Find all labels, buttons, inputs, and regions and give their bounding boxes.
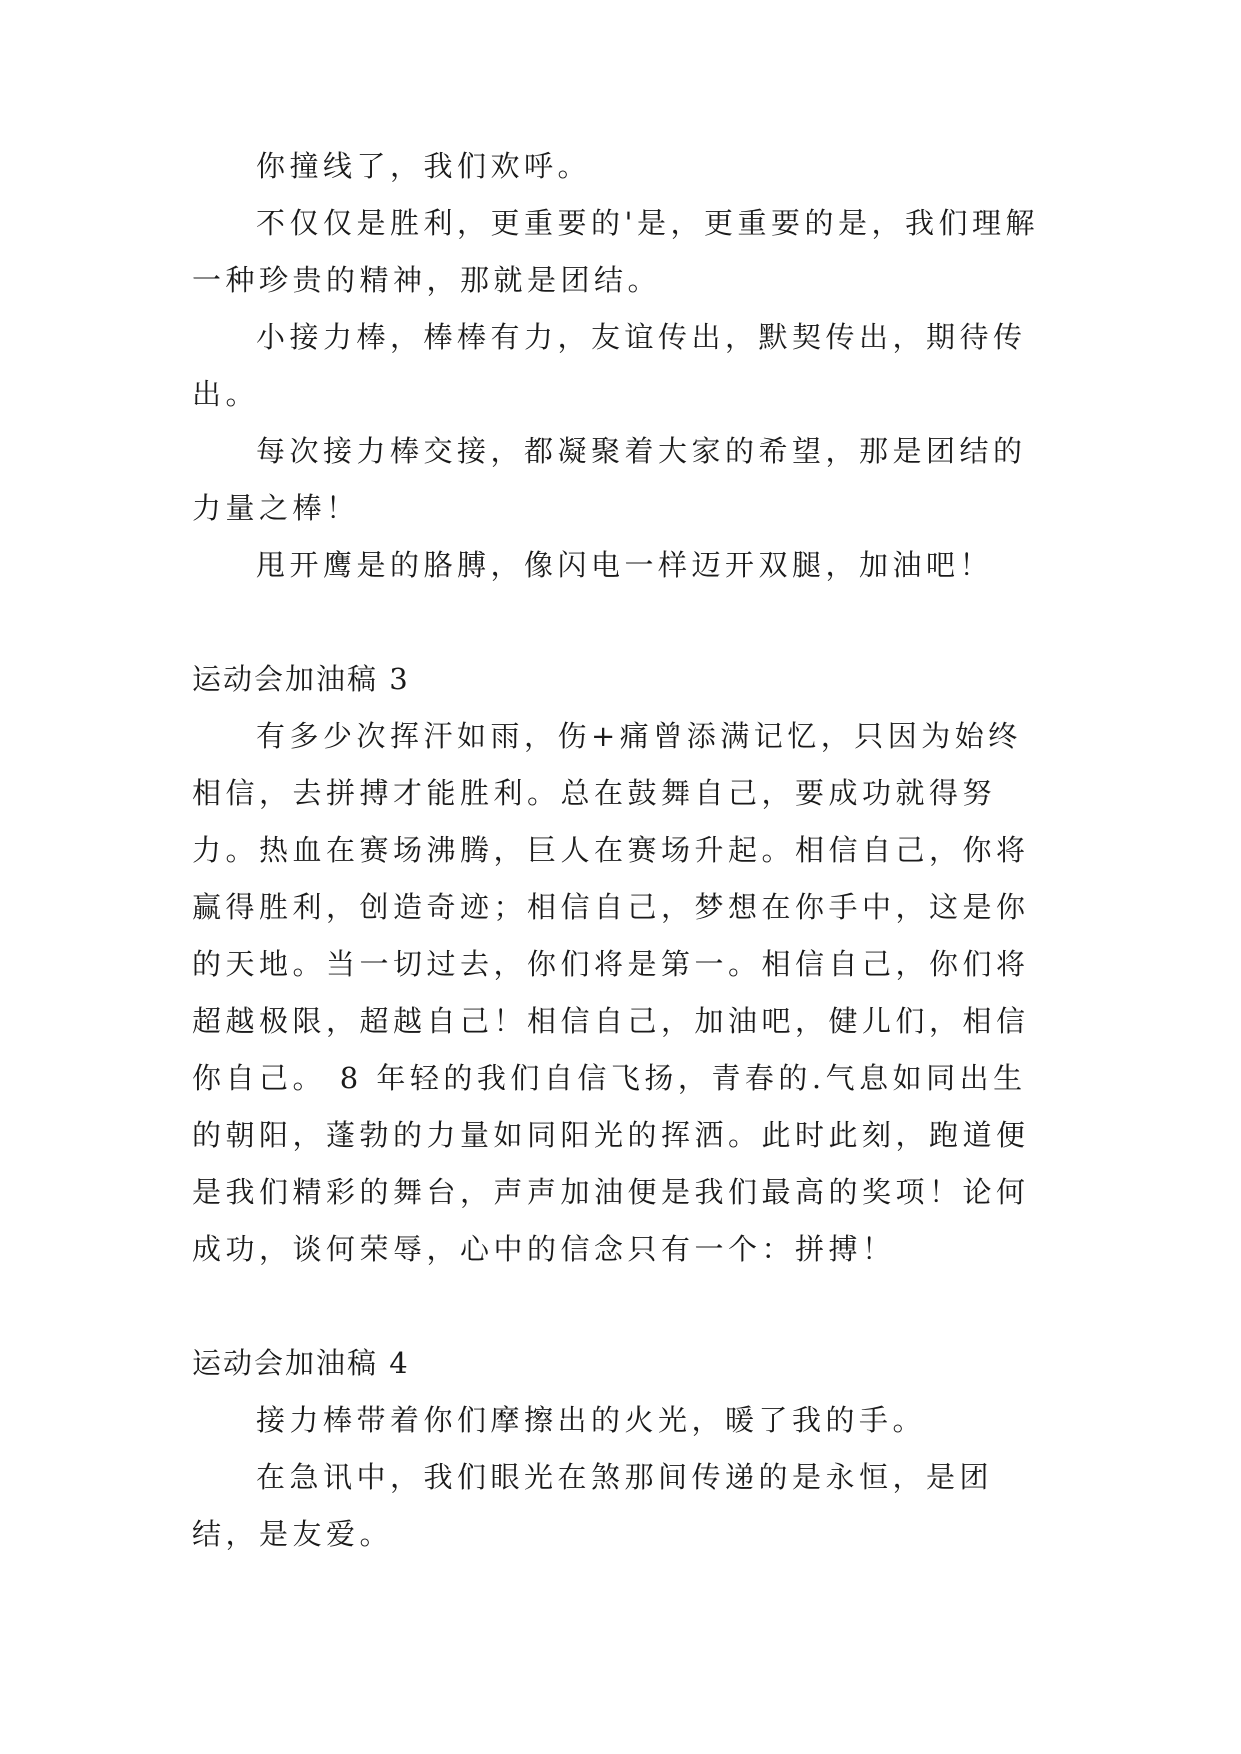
paragraph: 不仅仅是胜利，更重要的'是，更重要的是，我们理解一种珍贵的精神，那就是团结。 bbox=[192, 206, 1039, 297]
paragraph: 每次接力棒交接，都凝聚着大家的希望，那是团结的力量之棒！ bbox=[192, 434, 1027, 525]
section-gap bbox=[192, 1278, 1054, 1335]
paragraph: 你撞线了，我们欢呼。 bbox=[256, 149, 592, 183]
section-heading: 运动会加油稿 3 bbox=[192, 662, 410, 696]
section-gap bbox=[192, 594, 1054, 651]
paragraph: 有多少次挥汗如雨，伤+痛曾添满记忆，只因为始终相信，去拼搏才能胜利。总在鼓舞自己，要成功就得努力。热血在赛场沸腾，巨人在赛场升起。相信自己，你将赢得胜利，创造奇迹；相信自己，梦想在你手中，这是你的天地。当一切过去，你们将是第一。相信自己，你们将超越极限，超越自己！相信自己，加油吧，健儿们，相信你自己。 8 年轻的我们自信飞扬，青春的.气息如同出生的朝阳，蓬勃的力量如同阳光的挥洒。此时此刻，跑道便是我们精彩的舞台，声声加油便是我们最高的奖项！论何成功，谈何荣辱，心中的信念只有一个：拼搏！ bbox=[192, 719, 1030, 1266]
paragraph: 接力棒带着你们摩擦出的火光，暖了我的手。 bbox=[256, 1403, 927, 1437]
paragraph: 在急讯中，我们眼光在煞那间传递的是永恒，是团结，是友爱。 bbox=[192, 1460, 994, 1551]
document-body bbox=[192, 138, 1054, 1563]
paragraph: 小接力棒，棒棒有力，友谊传出，默契传出，期待传出。 bbox=[192, 320, 1027, 411]
paragraph: 甩开鹰是的胳膊，像闪电一样迈开双腿，加油吧！ bbox=[256, 548, 994, 582]
section-heading: 运动会加油稿 4 bbox=[192, 1346, 410, 1380]
